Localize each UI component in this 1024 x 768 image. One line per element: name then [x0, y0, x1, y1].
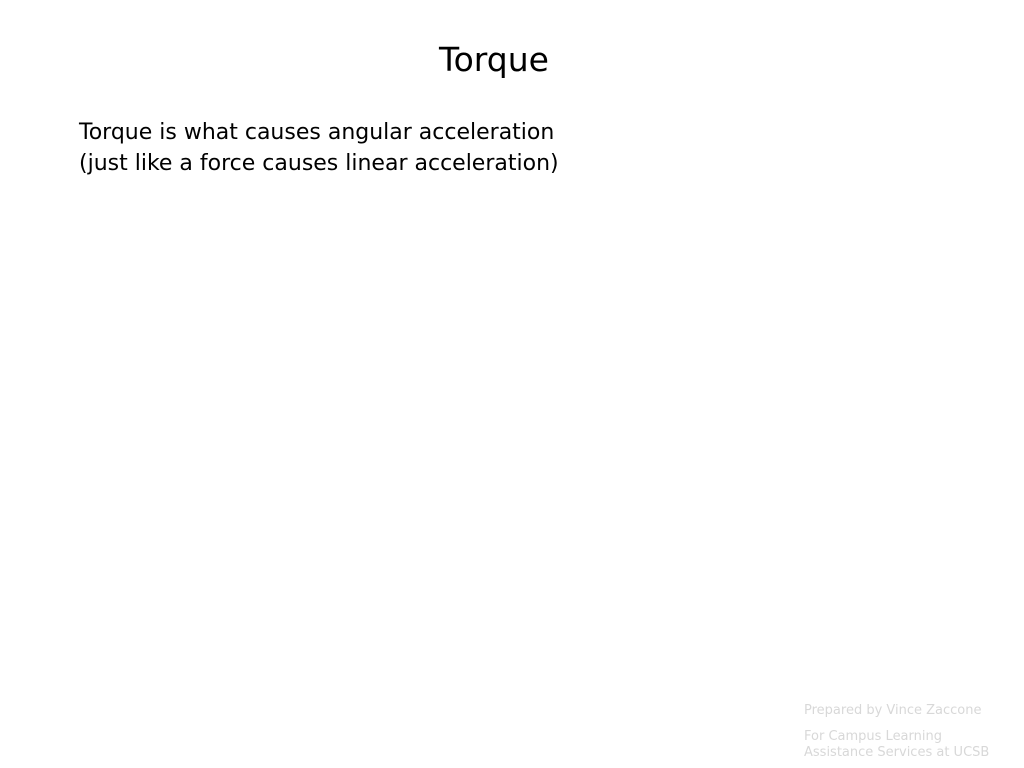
footer-affiliation-line-2: Assistance Services at UCSB: [804, 745, 990, 760]
slide-body: [79, 117, 559, 179]
footer-affiliation: [804, 729, 1019, 761]
footer-credit: [804, 703, 1019, 761]
footer-affiliation-line-1: For Campus Learning: [804, 729, 942, 744]
body-line-2: (just like a force causes linear acceleration): [79, 151, 559, 176]
footer-prepared-by: Prepared by Vince Zaccone: [804, 703, 982, 718]
body-line-1: Torque is what causes angular acceleration: [79, 120, 555, 145]
slide-title: Torque: [439, 40, 549, 79]
